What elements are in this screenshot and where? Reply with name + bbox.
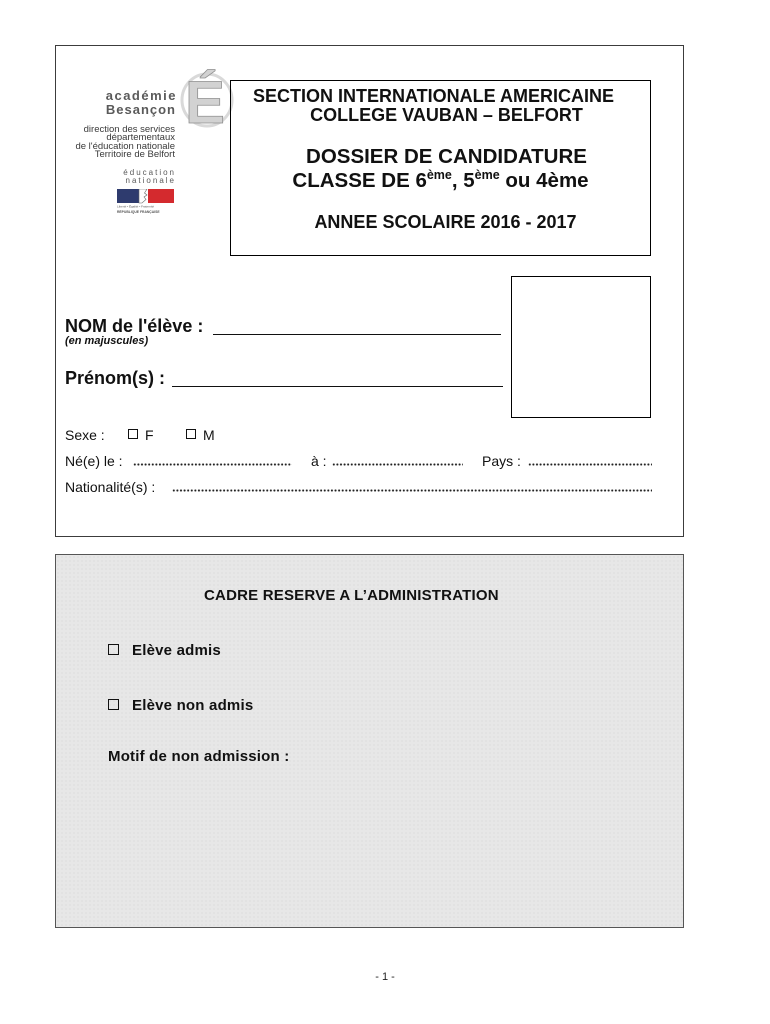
class-sup: ème xyxy=(426,168,452,182)
direction-line: départementaux xyxy=(106,132,175,143)
section-name: SECTION INTERNATIONALE AMERICAINE xyxy=(252,86,614,106)
logo-direction-text xyxy=(75,123,175,160)
school-name: COLLEGE VAUBAN – BELFORT xyxy=(310,105,583,125)
candidature-box xyxy=(55,45,684,537)
country-field[interactable] xyxy=(528,452,652,466)
logo-republic: RÉPUBLIQUE FRANÇAISE xyxy=(117,209,160,214)
birth-place-label: à : xyxy=(311,453,327,469)
not-admitted-label: Elève non admis xyxy=(132,697,254,714)
admitted-label: Elève admis xyxy=(132,642,221,659)
not-admitted-checkbox[interactable] xyxy=(108,699,119,710)
nationality-field[interactable] xyxy=(172,478,652,492)
ministry-line: éducation xyxy=(123,168,176,177)
class-middle: , 5 xyxy=(451,169,475,192)
emblem-letter: É xyxy=(184,69,226,128)
birth-date-label: Né(e) le : xyxy=(65,453,123,469)
class-levels xyxy=(231,169,650,193)
direction-line: direction des services xyxy=(83,123,175,135)
class-suffix: ou 4ème xyxy=(499,169,589,192)
direction-line: de l'éducation nationale xyxy=(75,140,175,152)
class-prefix: CLASSE DE 6 xyxy=(292,169,427,192)
sexe-label: Sexe : xyxy=(65,427,105,443)
prenom-label: Prénom(s) : xyxy=(65,368,166,388)
nationality-label: Nationalité(s) : xyxy=(65,479,156,495)
admin-title: CADRE RESERVE A L’ADMINISTRATION xyxy=(204,587,499,604)
admitted-checkbox[interactable] xyxy=(108,644,119,655)
sexe-m-checkbox[interactable] xyxy=(186,429,196,439)
logo-motto: Liberté • Égalité • Fraternité xyxy=(117,205,155,209)
page-number: - 1 - xyxy=(375,971,395,983)
ministry-line: nationale xyxy=(125,176,176,185)
administration-box xyxy=(55,554,684,928)
logo-academie-word: académie xyxy=(105,88,177,103)
nom-field[interactable] xyxy=(213,315,501,335)
document-title: DOSSIER DE CANDIDATURE xyxy=(306,145,587,168)
country-label: Pays : xyxy=(482,453,521,469)
non-admission-reason-label: Motif de non admission : xyxy=(108,748,290,765)
direction-line: Territoire de Belfort xyxy=(94,149,175,160)
class-sup: ème xyxy=(474,168,500,182)
school-year: ANNEE SCOLAIRE 2016 - 2017 xyxy=(314,212,577,232)
nom-label: NOM de l'élève : xyxy=(65,316,204,336)
marianne-flag-icon xyxy=(117,189,174,204)
nom-hint: (en majuscules) xyxy=(65,335,149,347)
logo-ministry-text xyxy=(123,169,176,185)
sexe-f-label: F xyxy=(145,427,154,443)
birth-date-field[interactable] xyxy=(133,452,292,466)
sexe-f-checkbox[interactable] xyxy=(128,429,138,439)
sexe-m-label: M xyxy=(203,427,215,443)
prenom-field[interactable] xyxy=(172,367,503,387)
logo-city-word: Besançon xyxy=(105,102,176,117)
birth-place-field[interactable] xyxy=(332,452,463,466)
photo-box xyxy=(511,276,651,418)
header-title-box xyxy=(230,80,651,256)
